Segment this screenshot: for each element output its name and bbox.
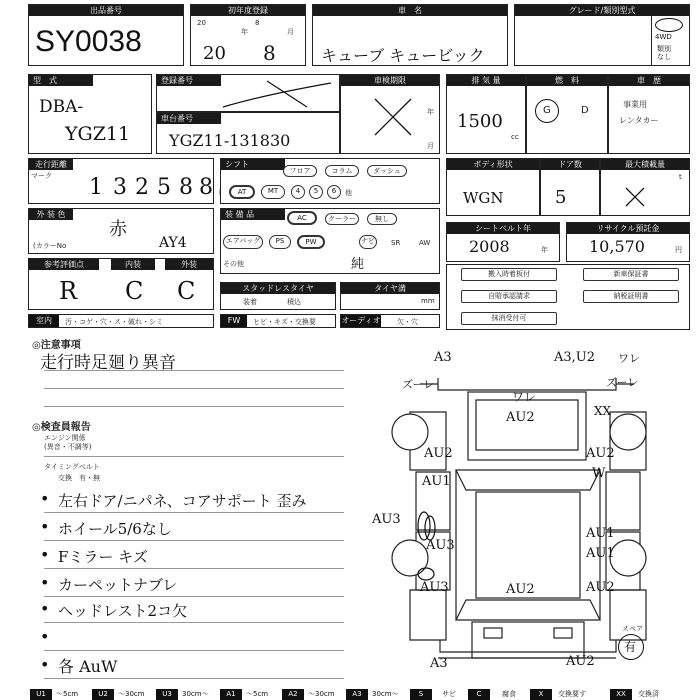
- inspection-unit-year: 年: [427, 108, 434, 116]
- recycle-box: [566, 222, 690, 262]
- legend-code: X: [530, 689, 552, 700]
- first-reg-era: 20: [197, 19, 206, 27]
- equip-other-label: その他: [223, 260, 244, 268]
- shift-floor: フロア: [283, 165, 317, 177]
- registration-label: 登録番号: [157, 75, 221, 86]
- audio-bar: [340, 314, 440, 328]
- equip-sr: SR: [391, 239, 401, 247]
- doc-cancel: 抹消受付可: [461, 312, 557, 325]
- damage-mark: AU2: [506, 410, 535, 425]
- shift-6: 6: [327, 185, 341, 199]
- inspector-label: ◎検査員報告: [32, 422, 91, 433]
- studless-mounted: 装着: [243, 298, 257, 306]
- shift-dash: ダッシュ: [367, 165, 407, 177]
- doc-warranty: 新車保証書: [583, 268, 679, 281]
- seatbelt-unit: 年: [541, 246, 548, 254]
- damage-mark: AU1: [586, 526, 615, 541]
- legend-code: U2: [92, 689, 114, 700]
- equip-none: 無し: [367, 213, 397, 225]
- capacity-box: [600, 158, 690, 216]
- int-score-label: 内装: [111, 259, 155, 270]
- shift-mt: MT: [261, 185, 285, 199]
- exterior-color-label: 外 装 色: [29, 209, 73, 220]
- inspector-item: 左右ドア/ニパネ、コアサポート 歪み: [58, 492, 307, 510]
- car-name-box: [312, 4, 508, 66]
- bullet: •: [40, 627, 50, 646]
- damage-mark: AU2: [506, 582, 535, 597]
- bullet: •: [40, 517, 50, 536]
- chassis-box: [156, 112, 340, 154]
- car-history-label: 車 歴: [609, 75, 689, 86]
- damage-mark: ズーレ: [402, 378, 435, 391]
- first-registration-label: 初年度登録: [191, 5, 305, 16]
- inspector-line: [44, 568, 344, 569]
- studless-loaded: 積込: [287, 298, 301, 306]
- seatbelt-value: 2008: [469, 237, 510, 256]
- shift-other: 他: [345, 189, 352, 197]
- divider-grade: [651, 16, 652, 66]
- inspector-line: [44, 678, 344, 679]
- ref-score-value: R: [59, 277, 78, 305]
- inspector-line: [44, 512, 344, 513]
- damage-mark: AU2: [566, 654, 595, 669]
- damage-mark: ワレ: [512, 390, 537, 404]
- equip-aw: AW: [419, 239, 431, 247]
- inspection-label: 車検期限: [341, 75, 439, 86]
- studless-box: [220, 282, 336, 310]
- seatbelt-box: [446, 222, 560, 262]
- inspector-line: [44, 456, 344, 457]
- doors-label: ドア数: [541, 159, 599, 170]
- mileage-box: [28, 158, 214, 204]
- audio-bar-items: 欠・穴: [397, 318, 418, 326]
- inspector-item: カーペットナブレ: [58, 576, 178, 594]
- spare-label: スペア: [622, 625, 643, 633]
- displacement-label: 排 気 量: [447, 75, 525, 86]
- tire-rear-right: [610, 540, 646, 576]
- shift-box: [220, 158, 440, 204]
- engine-label: エンジン関係 (異音・不調等): [44, 434, 92, 451]
- inspection-unit-month: 月: [427, 142, 434, 150]
- car-history-box: [608, 74, 690, 154]
- car-name-value: キューブ キュービック: [321, 46, 485, 65]
- doors-box: [540, 158, 600, 216]
- model-line2: YGZ11: [65, 123, 131, 145]
- recycle-value: 10,570: [589, 237, 645, 256]
- first-reg-year-hand: 20: [203, 43, 226, 64]
- chassis-value: YGZ11-131830: [169, 131, 291, 150]
- doc-arrival-plate: 搬入時着板付: [461, 268, 557, 281]
- inspection-box: [340, 74, 440, 154]
- registration-box: [156, 74, 340, 112]
- legend-code: XX: [610, 689, 632, 700]
- history-rental: レンタカー: [619, 116, 659, 125]
- damage-mark: ズーレ: [606, 376, 639, 389]
- equip-navi: ナビ: [359, 235, 377, 249]
- first-registration-box: [190, 4, 306, 66]
- grade-box: [514, 4, 690, 66]
- note-line: [44, 388, 344, 389]
- shift-at: AT: [229, 185, 255, 199]
- legend-text: ～5cm: [246, 690, 269, 698]
- documents-box: [446, 264, 690, 330]
- legend-text: 交換済: [638, 690, 659, 698]
- bullet: •: [40, 545, 50, 564]
- displacement-value: 1500: [457, 111, 503, 132]
- legend-code: U1: [30, 689, 52, 700]
- inspector-item: 各 AuW: [58, 657, 118, 676]
- scores-box: [28, 258, 214, 310]
- damage-mark: ワレ: [618, 352, 640, 365]
- mileage-digit: 8: [179, 175, 193, 200]
- damage-mark: AU2: [424, 446, 453, 461]
- mileage-digit: 1: [89, 175, 103, 200]
- damage-mark: AU2: [586, 446, 615, 461]
- first-reg-month-hand: 8: [263, 41, 276, 65]
- interior-bar-label: 室内: [29, 315, 59, 327]
- registration-strike: [217, 77, 337, 111]
- damage-mark: W: [592, 466, 606, 481]
- equip-ac: AC: [287, 211, 317, 225]
- tire-front-left: [392, 414, 428, 450]
- color-no-label: (カラーNo: [33, 242, 67, 250]
- legend-text: 30cm～: [372, 690, 399, 698]
- doc-insurance: 自賠承認請求: [461, 290, 557, 303]
- first-reg-month-unit: 月: [287, 28, 294, 36]
- mileage-digit: 5: [157, 175, 171, 200]
- legend-text: ～30cm: [118, 690, 145, 698]
- doc-tax: 納税証明書: [583, 290, 679, 303]
- mileage-digit: 2: [135, 175, 149, 200]
- capacity-strike: [623, 185, 647, 209]
- badge-none: 類別 なし: [657, 45, 671, 61]
- bullet: •: [40, 599, 50, 618]
- lot-number-value: SY0038: [35, 25, 142, 58]
- inspector-item: ホイール5/6なし: [58, 520, 172, 538]
- shift-5: 5: [309, 185, 323, 199]
- fw-bar: [220, 314, 336, 328]
- spare-value: 有: [624, 640, 637, 654]
- legend-code: U3: [156, 689, 178, 700]
- equip-cooler: クーラー: [325, 213, 359, 225]
- tire-depth-label: タイヤ溝: [341, 283, 439, 294]
- damage-mark: AU3: [426, 538, 455, 553]
- legend-bar: [30, 689, 690, 700]
- legend-text: ～30cm: [308, 690, 335, 698]
- mileage-digit: 8: [199, 175, 213, 200]
- lot-number-box: [28, 4, 184, 66]
- mileage-digit: 3: [113, 175, 127, 200]
- damage-mark: A3,U2: [554, 350, 596, 365]
- badge-4wd: 4WD: [655, 33, 672, 41]
- damage-mark: AU2: [586, 580, 615, 595]
- body-type-label: ボディ形状: [447, 159, 539, 170]
- capacity-label: 最大積載量: [601, 159, 689, 170]
- mileage-label: 走行距離: [29, 159, 73, 170]
- bullet: •: [40, 655, 50, 674]
- legend-text: 30cm～: [182, 690, 209, 698]
- doors-value: 5: [555, 187, 567, 208]
- car-name-label: 車 名: [313, 5, 507, 16]
- mileage-mark: マーク: [31, 172, 52, 180]
- model-line1: DBA-: [39, 97, 84, 117]
- damage-mark: AU1: [422, 474, 451, 489]
- inspector-line: [44, 650, 344, 651]
- displacement-unit: cc: [511, 133, 519, 141]
- shift-4: 4: [291, 185, 305, 199]
- legend-code: S: [410, 689, 432, 700]
- damage-mark: XX: [594, 404, 612, 418]
- tire-front-right: [610, 414, 646, 450]
- tire-depth-unit: mm: [421, 297, 435, 305]
- shift-column: コラム: [325, 165, 359, 177]
- fuel-option-d: D: [581, 105, 589, 116]
- tire-rear-left: [392, 540, 428, 576]
- history-commercial: 事業用: [623, 100, 647, 109]
- legend-code: C: [468, 689, 490, 700]
- color-no-value: AY4: [159, 235, 187, 251]
- inspector-line: [44, 540, 344, 541]
- displacement-box: [446, 74, 526, 154]
- first-reg-year-unit: 年: [241, 28, 248, 36]
- equip-other-value: 純: [351, 257, 365, 272]
- capacity-unit: t: [679, 173, 682, 181]
- ref-score-label: 参考評価点: [29, 259, 99, 270]
- model-box: [28, 74, 152, 154]
- notes-label: ◎注意事項: [32, 340, 81, 351]
- inspector-item: Fミラー キズ: [58, 548, 148, 566]
- recycle-unit: 円: [675, 246, 682, 254]
- equip-pw: PW: [297, 235, 325, 249]
- bullet: •: [40, 489, 50, 508]
- ext-score-value: C: [177, 277, 196, 305]
- lot-number-label: 出品番号: [29, 5, 183, 16]
- fw-bar-label: FW: [221, 315, 247, 327]
- equip-ps: PS: [269, 235, 291, 249]
- studless-label: スタッドレスタイヤ: [221, 283, 335, 294]
- body-type-box: [446, 158, 540, 216]
- inspection-strike: [371, 95, 415, 139]
- legend-code: A3: [346, 689, 368, 700]
- legend-text: ～5cm: [56, 690, 79, 698]
- note-line: [44, 406, 344, 407]
- body-type-value: WGN: [463, 189, 504, 207]
- equip-airbag: エアバッグ: [223, 235, 263, 249]
- legend-code: A2: [282, 689, 304, 700]
- damage-mark: AU3: [372, 512, 401, 527]
- model-label: 型 式: [29, 75, 93, 86]
- fw-bar-items: ヒビ・キズ・交換要: [253, 318, 316, 326]
- awd-circle: [655, 18, 683, 32]
- inspector-item: ヘッドレスト2コ欠: [58, 602, 188, 620]
- interior-bar-items: 汚・コゲ・穴・ス・破れ・シミ: [65, 318, 163, 326]
- bullet: •: [40, 573, 50, 592]
- note-line: [44, 370, 344, 371]
- legend-text: 交換要す: [558, 690, 586, 698]
- grade-label: グレード/類別型式: [515, 5, 689, 16]
- damage-mark: AU1: [586, 546, 615, 561]
- fuel-box: [526, 74, 608, 154]
- fuel-option-g: G: [543, 105, 551, 116]
- damage-mark: A3: [434, 350, 452, 365]
- exterior-color-box: [28, 208, 214, 254]
- legend-text: サビ: [442, 690, 456, 698]
- exterior-color-value: 赤: [109, 219, 127, 240]
- damage-mark: A3: [430, 656, 448, 671]
- audio-bar-label: オーディオ: [341, 316, 381, 325]
- interior-bar: [28, 314, 214, 328]
- ext-score-label: 外装: [165, 259, 213, 270]
- car-diagram: [380, 340, 700, 688]
- inspector-line: [44, 622, 344, 623]
- shift-label: シフト: [221, 159, 285, 170]
- legend-text: 腐食: [502, 690, 516, 698]
- tire-depth-box: [340, 282, 440, 310]
- notes-value: 走行時足廻り異音: [40, 353, 176, 373]
- timing-label: タイミングベルト: [44, 463, 100, 471]
- damage-mark: AU3: [420, 580, 449, 595]
- first-reg-month-small: 8: [255, 19, 260, 27]
- legend-code: A1: [220, 689, 242, 700]
- fuel-label: 燃 料: [527, 75, 607, 86]
- int-score-value: C: [125, 277, 144, 305]
- timing-options: 交換 有・無: [58, 474, 100, 482]
- seatbelt-label: シートベルト年: [447, 223, 559, 234]
- inspector-line: [44, 596, 344, 597]
- recycle-label: リサイクル預託金: [567, 223, 689, 234]
- equipment-box: [220, 208, 440, 274]
- equipment-label: 装 備 品: [221, 209, 285, 220]
- chassis-label: 車台番号: [157, 113, 221, 124]
